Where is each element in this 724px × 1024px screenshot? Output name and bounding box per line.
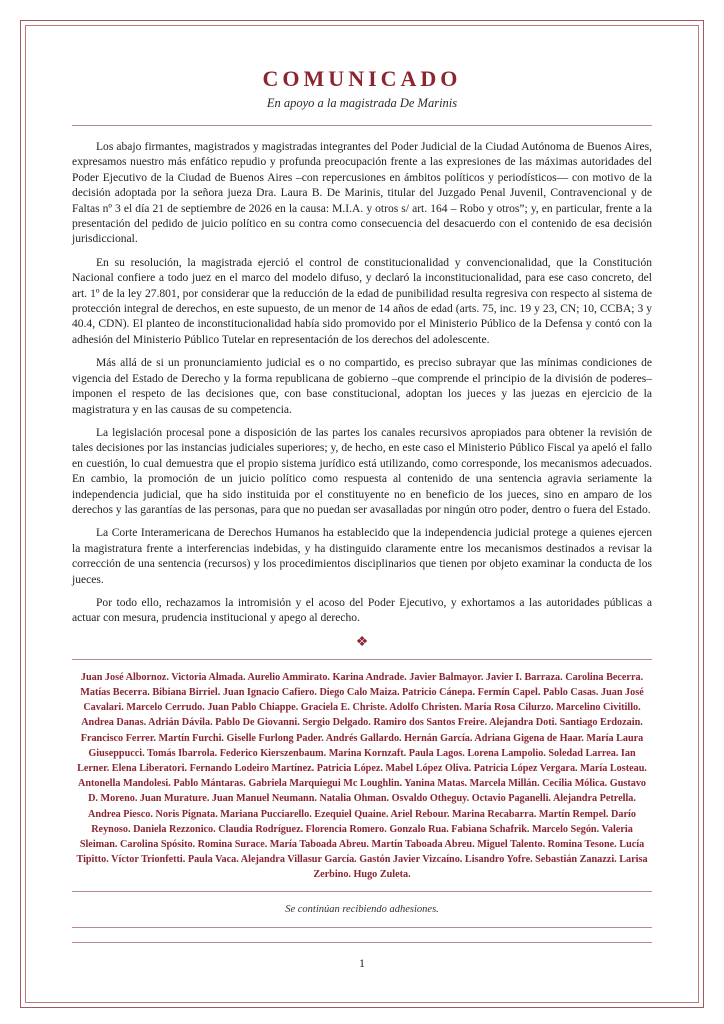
paragraph-3: Más allá de si un pronunciamiento judicial es o no compartido, es preciso subrayar que las mínimas condiciones de vigencia del Estado de Derecho y la forma republicana de gobierno –que comprende el principio de la división de poderes– imponen el respeto de las decisiones que, con base constitucional, adoptan los jueces y las juezas en ejercicio de la magistratura y en las causas de su competencia.: [72, 357, 652, 416]
paragraph-2: En su resolución, la magistrada ejerció el control de constitucionalidad y convencionalidad, que la Constitución Nacional confiere a todo juez en el marco del modelo difuso, y declaró la inconstitucionalidad, para ese caso concreto, del art. 1º de la ley 27.801, por considerar que la reducción de la edad de punibilidad resulta regresiva con respecto al sistema de protección integral de derechos, en este supuesto, de un menor de 14 años de edad (arts. 75, inc. 19 y 23, CN; 10, CCBA; 3 y 40.4, CDN). El planteo de inconstitucionalidad había sido promovido por el Ministerio Público de la Defensa y contó con la adhesión del Ministerio Público Tutelar en representación de los derechos del adolescente.: [72, 256, 652, 346]
header-divider: [72, 125, 652, 126]
page-number: 1: [359, 956, 365, 970]
adhesions-note: Se continúan recibiendo adhesiones.: [285, 903, 439, 915]
footer-divider: [72, 942, 652, 943]
paragraph-6: Por todo ello, rechazamos la intromisión y el acoso del Poder Ejecutivo, y exhortamos a las autoridades públicas a actuar con mesura, prudencia institucional y apego al derecho.: [72, 596, 652, 625]
signatories-list: Juan José Albornoz. Victoria Almada. Aurelio Ammirato. Karina Andrade. Javier Balmayor. Javier I. Barraza. Carolina Becerra. Matías Becerra. Bibiana Birriel. Juan Ignacio Cafiero. Diego Calo Maiza. Patricio Cánepa. Fermín Capel. Pablo Casas. Juan José Cavalari. Marcelo Cerrudo. Juan Pablo Chiappe. Graciela E. Christe. Adolfo Christen. María Rosa Cilurzo. Marcelino Civitillo. Andrea Danas. Adrián Dávila. Pablo De Giovanni. Sergio Delgado. Ramiro dos Santos Freire. Alejandra Doti. Santiago Erdozain. Francisco Ferrer. Martín Furchi. Giselle Furlong Pader. Andrés Gallardo. Hernán García. Adriana Gigena de Haar. María Laura Giuseppucci. Tomás Ibarrola. Federico Kierszenbaum. Marina Kornzaft. Paula Lagos. Lorena Lampolio. Soledad Larrea. Ian Lerner. Elena Liberatori. Fernando Lodeiro Martínez. Patricia López. Mabel López Oliva. Patricia López Vergara. María Losteau. Antonella Mandolesi. Pablo Mántaras. Gabriela Marquiegui Mc Loughlin. Yanina Matas. Marcela Millán. Cecilia Mólica. Gustavo D. Moreno. Juan Murature. Juan Manuel Neumann. Natalia Ohman. Osvaldo Otheguy. Octavio Paganelli. Alejandra Petrella. Andrea Piesco. Noris Pignata. Mariana Pucciarello. Ezequiel Quaine. Ariel Rebour. Marina Recabarra. Martín Rempel. Darío Reynoso. Daniela Rezzonico. Claudia Rodríguez. Florencia Romero. Gonzalo Rua. Fabiana Schafrik. Marcelo Segón. Valeria Sleiman. Carolina Spósito. Romina Surace. María Taboada Abreu. Martín Taboada Abreu. Miguel Talento. Romina Tesone. Lucía Tipitto. Víctor Trionfetti. Paula Vaca. Alejandra Villasur García. Gastón Javier Vizcaíno. Lisandro Yofre. Sebastián Zanazzi. Larisa Zerbino. Hugo Zuleta.: [76, 671, 648, 881]
document-title: COMUNICADO: [262, 66, 462, 91]
paragraph-5: La Corte Interamericana de Derechos Humanos ha establecido que la independencia judicial protege a quienes ejercen la magistratura frente a interferencias indebidas, y ha distinguido claramente entre los mecanismos destinados a revisar la corrección de una sentencia (recursos) y los procedimientos disciplinarios que tienen por objeto examinar la conducta de los jueces.: [72, 527, 652, 586]
note-divider-bottom: [72, 927, 652, 928]
signatures-divider: [72, 659, 652, 660]
diamond-ornament-icon: ❖: [355, 634, 369, 650]
statement-body: [72, 140, 652, 627]
document-subtitle: En apoyo a la magistrada De Marinis: [266, 96, 458, 110]
document-content: [72, 66, 652, 928]
paragraph-4: La legislación procesal pone a disposición de las partes los canales recursivos apropiados para obtener la revisión de tales decisiones por las instancias judiciales superiores; y, de hecho, en este caso el Ministerio Público Fiscal ya apeló el fallo en cuestión, lo cual demuestra que el propio sistema jurídico está utilizando, como corresponde, los mecanismos adecuados. En cambio, la promoción de un juicio político como respuesta al contenido de una sentencia agravia seriamente la independencia judicial, que ha sido instituida por el constituyente no en beneficio de los jueces, sino en amparo de los derechos y las garantías de las personas, para que no puedan ser avasalladas por ningún otro poder, dentro o fuera del Estado.: [72, 426, 652, 516]
note-divider: [72, 891, 652, 892]
paragraph-1: Los abajo firmantes, magistrados y magistradas integrantes del Poder Judicial de la Ciudad Autónoma de Buenos Aires, expresamos nuestro más enfático repudio y profunda preocupación frente a las expresiones de las máximas autoridades del Poder Ejecutivo de la Ciudad de Buenos Aires –con repercusiones en ámbitos políticos y periodísticos— con motivo de la decisión adoptada por la señora jueza Dra. Laura B. De Marinis, titular del Juzgado Penal Juvenil, Contravencional y de Faltas nº 3 el día 21 de septiembre de 2026 en la causa: M.I.A. y otros s/ art. 164 – Robo y otros”; y, en particular, frente a la presentación del pedido de juicio político en su contra como consecuencia del desacuerdo con el contenido de esa decisión jurisdiccional.: [72, 141, 652, 246]
